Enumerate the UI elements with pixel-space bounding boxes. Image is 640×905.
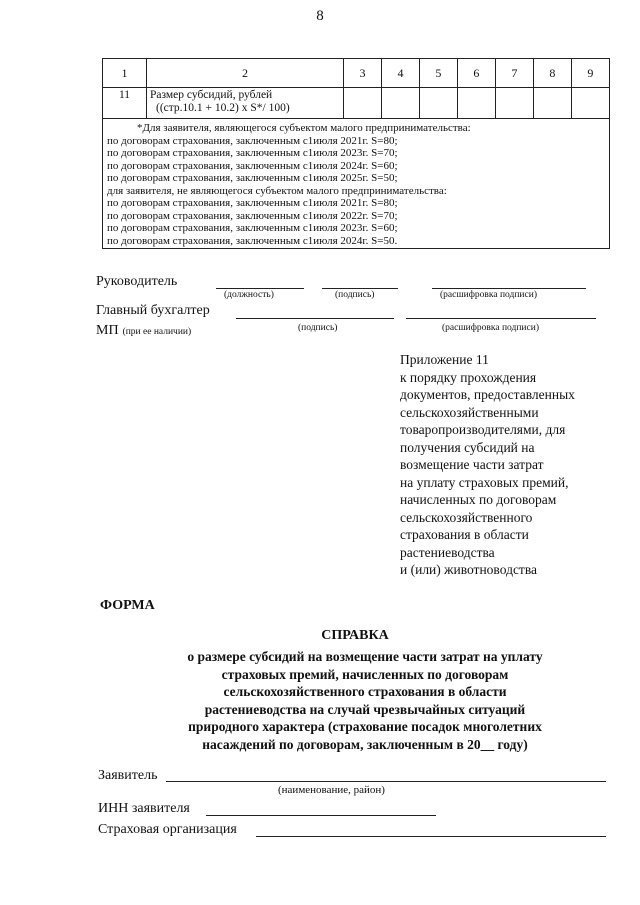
applicant-label: Заявитель	[98, 768, 158, 783]
applicant-input-line[interactable]	[166, 781, 606, 782]
note-line: для заявителя, не являющегося субъектом малого предпринимательства:	[107, 184, 447, 197]
decoding-line[interactable]	[432, 288, 586, 289]
document-title: СПРАВКА	[321, 628, 389, 643]
appendix-line: растениеводства	[400, 544, 495, 560]
table-cell	[381, 88, 419, 119]
appendix-line: и (или) животноводства	[400, 562, 538, 577]
heading-line: страховых премий, начисленных по договорам	[221, 666, 509, 682]
inn-input-line[interactable]	[206, 815, 436, 816]
note-line: по договорам страхования, заключенным с1июля 2024г. S=60;	[107, 159, 398, 172]
accountant-signature-line[interactable]	[236, 318, 394, 319]
table-cell	[419, 88, 457, 119]
position-caption: (должность)	[224, 290, 274, 300]
table-cell	[457, 88, 495, 119]
heading-line: природного характера (страхование посадок многолетних	[188, 719, 542, 734]
note-line: по договорам страхования, заключенным с1июля 2021г. S=80;	[107, 197, 398, 209]
appendix-line: товаропроизводителями, для	[400, 422, 566, 437]
note-line: по договорам страхования, заключенным с1июля 2025г. S=50;	[107, 172, 398, 184]
accountant-label: Главный бухгалтер	[96, 303, 210, 318]
accountant-signature-caption: (подпись)	[298, 323, 338, 333]
header-cell: 5	[419, 59, 457, 88]
appendix-line: на уплату страховых премий,	[400, 474, 569, 490]
subsidy-table	[102, 58, 610, 249]
table-cell	[344, 88, 382, 119]
table-cell	[571, 88, 609, 119]
signature-line[interactable]	[322, 288, 398, 289]
form-label: ФОРМА	[100, 598, 155, 613]
page-number: 8	[316, 8, 324, 24]
appendix-line: возмещение части затрат	[400, 457, 544, 472]
heading-line: о размере субсидий на возмещение части затрат на уплату	[187, 649, 543, 664]
note-line: *Для заявителя, являющегося субъектом малого предпринимательства:	[137, 122, 471, 134]
table-header-row	[103, 59, 610, 88]
head-label: Руководитель	[96, 274, 178, 289]
appendix-line: получения субсидий на	[400, 439, 535, 455]
heading-line: сельскохозяйственного страхования в области	[223, 684, 507, 699]
mp-note: (при ее наличии)	[122, 327, 192, 337]
row-label	[147, 88, 344, 119]
decoding-caption: (расшифровка подписи)	[440, 290, 537, 300]
appendix-line: сельскохозяйственного	[400, 509, 533, 525]
appendix-line: сельскохозяйственными	[400, 404, 539, 420]
applicant-caption: (наименование, район)	[278, 784, 385, 796]
header-cell: 4	[381, 59, 419, 88]
position-line[interactable]	[216, 288, 304, 289]
document-heading	[140, 648, 590, 753]
heading-line: насаждений по договорам, заключенным в 20__ году)	[202, 736, 528, 752]
signature-caption: (подпись)	[335, 290, 375, 300]
header-cell: 8	[533, 59, 571, 88]
appendix-line: к порядку прохождения	[400, 369, 537, 385]
header-cell: 1	[103, 59, 147, 88]
appendix-line: страхования в области	[400, 527, 529, 542]
note-line: по договорам страхования, заключенным с1июля 2021г. S=80;	[107, 134, 398, 147]
table-note-row	[103, 119, 610, 249]
note-line: по договорам страхования, заключенным с1июля 2023г. S=70;	[107, 147, 398, 159]
header-cell: 3	[344, 59, 382, 88]
note-line: по договорам страхования, заключенным с1июля 2024г. S=50.	[107, 234, 398, 247]
table-cell	[495, 88, 533, 119]
insurer-label: Страховая организация	[98, 822, 237, 837]
heading-line: растениеводства на случай чрезвычайных ситуаций	[204, 701, 526, 717]
header-cell: 6	[457, 59, 495, 88]
note-line: по договорам страхования, заключенным с1июля 2023г. S=60;	[107, 222, 398, 234]
row-label-line: Размер субсидий, рублей	[150, 89, 273, 101]
inn-label: ИНН заявителя	[98, 801, 190, 816]
table-row	[103, 88, 610, 119]
header-cell: 9	[571, 59, 609, 88]
appendix-note	[400, 351, 620, 579]
mp-label: МП	[96, 323, 119, 338]
mp-block	[96, 321, 191, 339]
accountant-decoding-caption: (расшифровка подписи)	[442, 323, 539, 333]
table-footnote	[103, 119, 610, 249]
table-cell	[533, 88, 571, 119]
header-cell: 7	[495, 59, 533, 88]
insurer-input-line[interactable]	[256, 836, 606, 837]
row-number: 11	[103, 88, 147, 119]
header-cell: 2	[147, 59, 344, 88]
accountant-decoding-line[interactable]	[406, 318, 596, 319]
note-line: по договорам страхования, заключенным с1июля 2022г. S=70;	[107, 209, 398, 222]
row-label-formula: ((стр.10.1 + 10.2) x S*/ 100)	[156, 102, 290, 114]
appendix-line: начисленных по договорам	[400, 492, 557, 507]
appendix-line: Приложение 11	[400, 352, 489, 367]
appendix-line: документов, предоставленных	[400, 387, 575, 402]
